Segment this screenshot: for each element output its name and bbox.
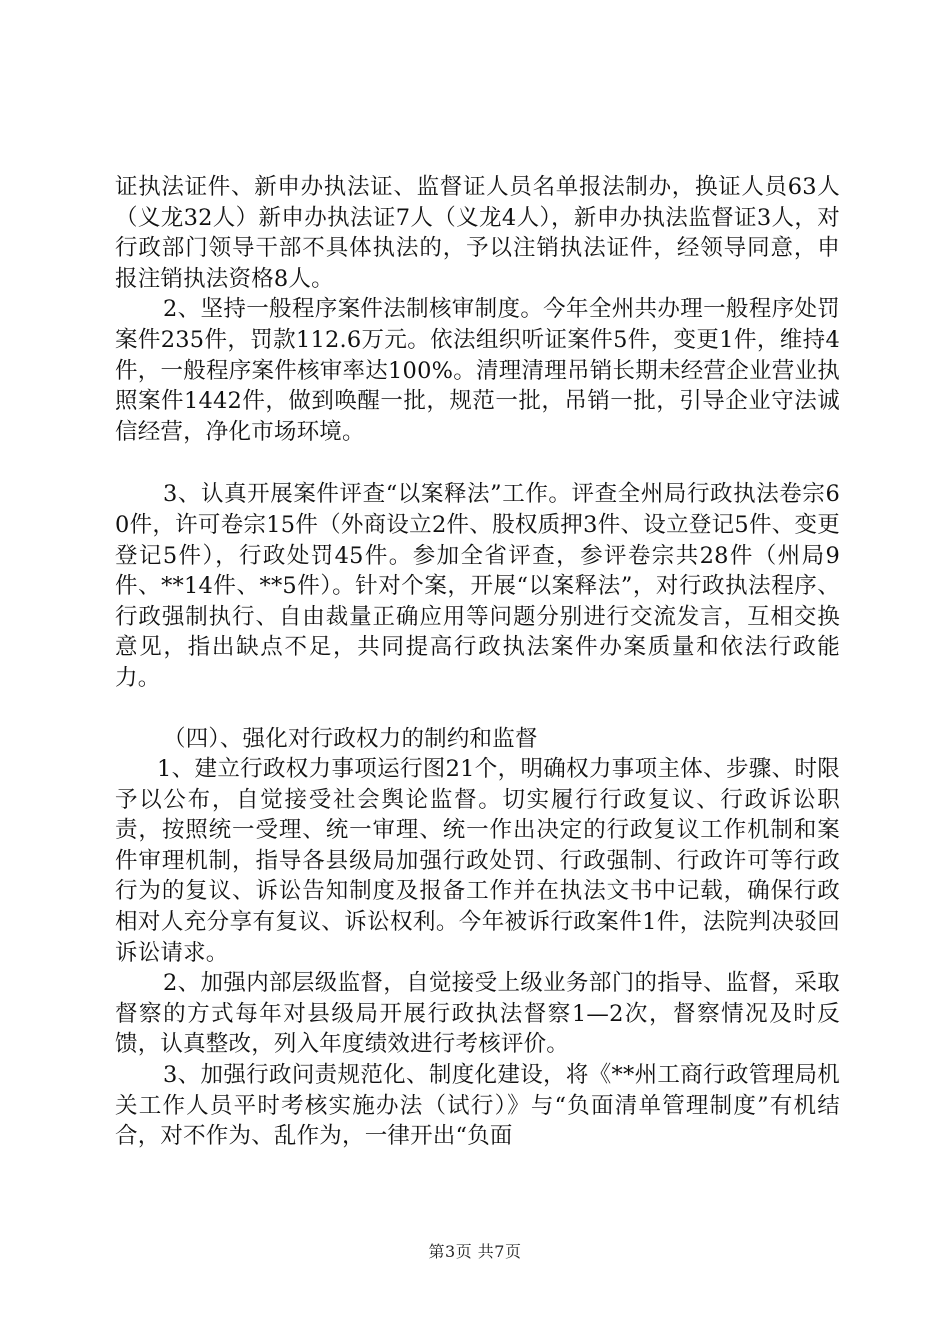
section-heading-4: （四）、强化对行政权力的制约和监督 — [163, 725, 538, 752]
paragraph-section4-item-3: 3、加强行政问责规范化、制度化建设，将《**州工商行政管理局机关工作人员平时考核实施办法（试行）》与“负面清单管理制度”有机结合，对不作为、乱作为，一律开出“负面 — [115, 1062, 840, 1150]
paragraph-section4-item-1: 1、建立行政权力事项运行图21个，明确权力事项主体、步骤、时限予以公布，自觉接受社会舆论监督。切实履行行政复议、行政诉讼职责，按照统一受理、统一审理、统一作出决定的行政复议工作机制和案件审理机制，指导各县级局加强行政处罚、行政强制、行政许可等行政行为的复议、诉讼告知制度及报备工作并在执法文书中记载，确保行政相对人充分享有复议、诉讼权利。今年被诉行政案件1件，法院判决驳回诉讼请求。 — [115, 756, 840, 966]
document-body — [115, 172, 840, 1152]
paragraph-section4-item-2: 2、加强内部层级监督，自觉接受上级业务部门的指导、监督，采取督察的方式每年对县级局开展行政执法督察1—2次，督察情况及时反馈，认真整改，列入年度绩效进行考核评价。 — [115, 970, 840, 1058]
paragraph-item-3: 3、认真开展案件评查“以案释法”工作。评查全州局行政执法卷宗60件，许可卷宗15件（外商设立2件、股权质押3件、设立登记5件、变更登记5件），行政处罚45件。参加全省评查，参评卷宗共28件（州局9件、**14件、**5件）。针对个案，开展“以案释法”，对行政执法程序、行政强制执行、自由裁量正确应用等问题分别进行交流发言，互相交换意见，指出缺点不足，共同提高行政执法案件办案质量和依法行政能力。 — [115, 481, 840, 691]
page-footer: 第3页 共7页 — [428, 1242, 522, 1261]
paragraph-continuation: 证执法证件、新申办执法证、监督证人员名单报法制办，换证人员63人（义龙32人）新申办执法证7人（义龙4人），新申办执法监督证3人，对行政部门领导干部不具体执法的，予以注销执法证件，经领导同意，申报注销执法资格8人。 — [115, 174, 840, 292]
paragraph-item-2: 2、坚持一般程序案件法制核审制度。今年全州共办理一般程序处罚案件235件，罚款112.6万元。依法组织听证案件5件，变更1件，维持4件，一般程序案件核审率达100%。清理清理吊销长期未经营企业营业执照案件1442件，做到唤醒一批，规范一批，吊销一批，引导企业守法诚信经营，净化市场环境。 — [115, 296, 840, 445]
